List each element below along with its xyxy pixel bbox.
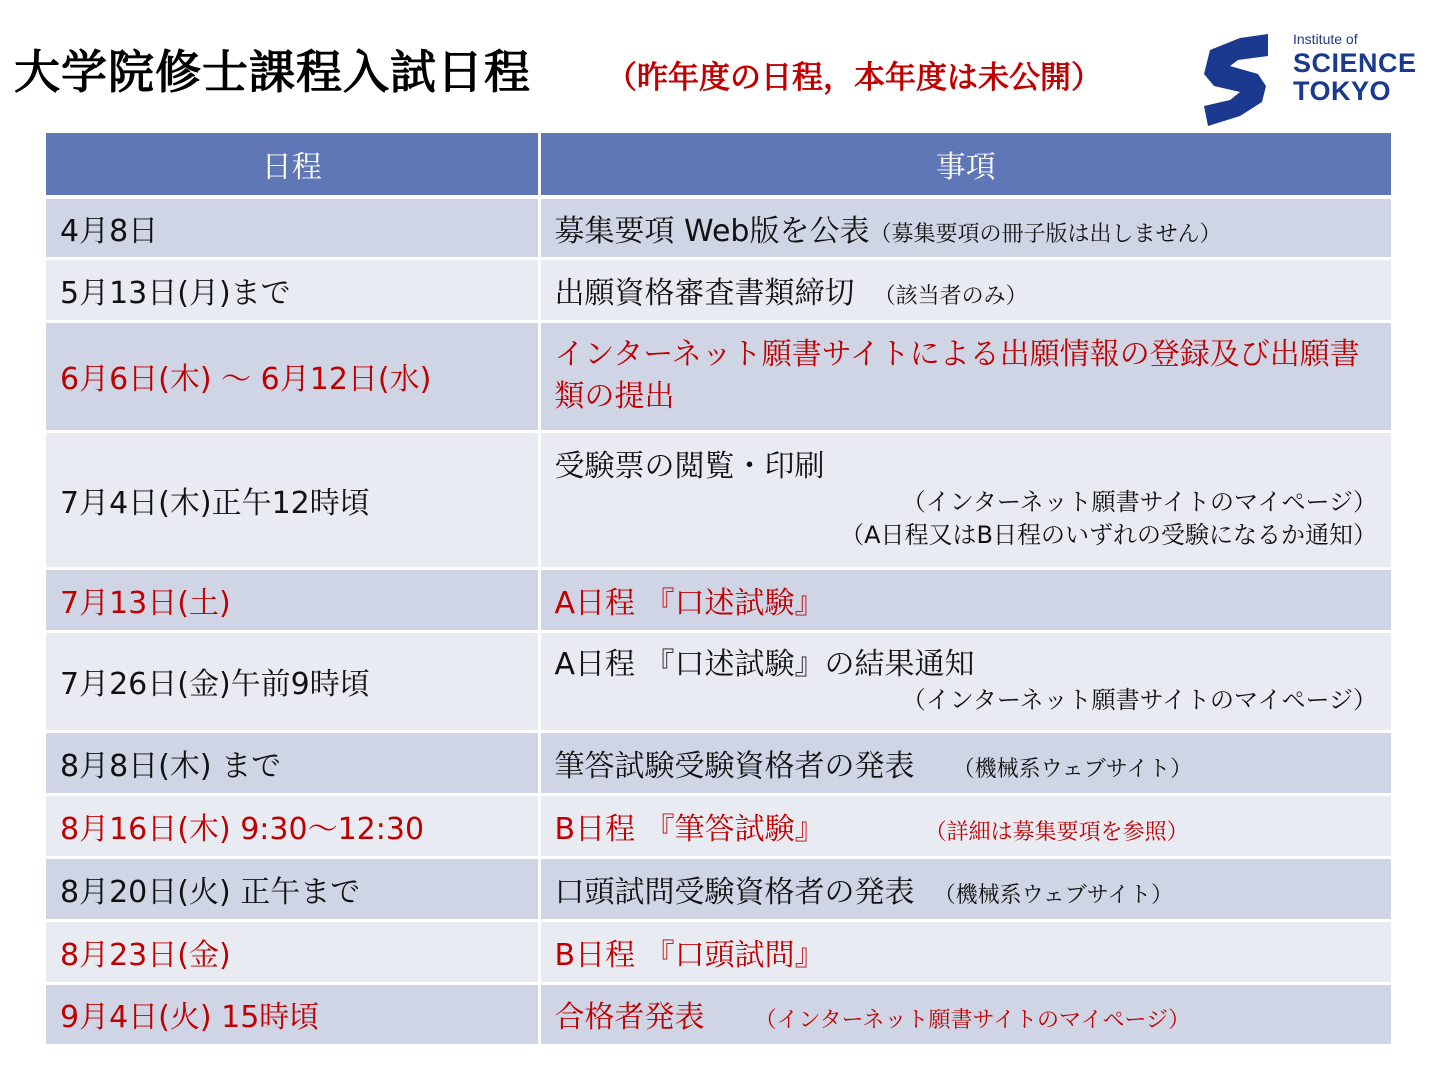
- table-row: [46, 631, 1391, 731]
- table-row: [46, 983, 1391, 1045]
- event-text: 受験票の閲覧・印刷: [554, 448, 825, 484]
- event-note: （インターネット願書サイトのマイページ）: [901, 487, 1377, 516]
- event-note: （募集要項の冊子版は出しません）: [869, 221, 1222, 247]
- row-event: [539, 857, 1391, 920]
- event-note: （インターネット願書サイトのマイページ）: [901, 685, 1377, 714]
- event-text: A日程 『口述試験』の結果通知: [554, 646, 975, 682]
- row-event: [539, 731, 1391, 794]
- schedule-table: [46, 133, 1391, 1047]
- event-text: 筆答試験受験資格者の発表: [554, 748, 915, 784]
- row-event: A日程 『口述試験』: [539, 568, 1391, 631]
- table-row: [46, 794, 1391, 857]
- header-event: 事項: [539, 133, 1391, 197]
- event-note: （A日程又はB日程のいずれの受験になるか通知）: [840, 520, 1377, 549]
- event-text: 募集要項 Web版を公表: [554, 213, 870, 249]
- row-event: [539, 794, 1391, 857]
- row-date: 7月26日(金)午前9時頃: [46, 631, 539, 731]
- table-row: [46, 568, 1391, 631]
- table-row: [46, 920, 1391, 983]
- table-row: [46, 431, 1391, 568]
- table-row: [46, 731, 1391, 794]
- row-event: [539, 431, 1391, 568]
- row-event: B日程 『口頭試問』: [539, 920, 1391, 983]
- row-event: [539, 258, 1391, 321]
- page-title: 大学院修士課程入試日程: [14, 45, 531, 99]
- row-event: インターネット願書サイトによる出願情報の登録及び出願書類の提出: [539, 321, 1391, 431]
- row-date: 8月16日(木) 9:30～12:30: [46, 794, 539, 857]
- event-text: 出願資格審査書類締切: [554, 275, 855, 311]
- row-event: [539, 197, 1391, 258]
- header-date: 日程: [46, 133, 539, 197]
- event-text: B日程 『筆答試験』: [554, 811, 825, 847]
- row-date: 8月8日(木) まで: [46, 731, 539, 794]
- row-date: 8月20日(火) 正午まで: [46, 857, 539, 920]
- row-date: 9月4日(火) 15時頃: [46, 983, 539, 1045]
- table-row: [46, 857, 1391, 920]
- table-header-row: [46, 133, 1391, 197]
- row-date: 7月13日(土): [46, 568, 539, 631]
- row-date: 8月23日(金): [46, 920, 539, 983]
- event-text: 口頭試問受験資格者の発表: [554, 874, 915, 910]
- logo-text: [1293, 32, 1417, 105]
- logo-line1: Institute of: [1293, 31, 1358, 47]
- event-note: （該当者のみ）: [873, 283, 1028, 309]
- table-row: [46, 258, 1391, 321]
- row-date: 6月6日(木) ～ 6月12日(水): [46, 321, 539, 431]
- event-note: （詳細は募集要項を参照）: [924, 819, 1189, 845]
- row-event: [539, 983, 1391, 1045]
- page-subtitle: （昨年度の日程，本年度は未公開）: [606, 60, 1102, 96]
- event-note: （インターネット願書サイトのマイページ）: [754, 1008, 1191, 1033]
- logo-line3: TOKYO: [1293, 76, 1392, 106]
- row-event: [539, 631, 1391, 731]
- table-row: [46, 321, 1391, 431]
- event-note: （機械系ウェブサイト）: [933, 882, 1174, 908]
- table-row: [46, 197, 1391, 258]
- event-text: 合格者発表: [554, 1000, 705, 1035]
- row-date: 5月13日(月)まで: [46, 258, 539, 321]
- logo-line2: SCIENCE: [1293, 48, 1417, 78]
- row-date: 4月8日: [46, 197, 539, 258]
- row-date: 7月4日(木)正午12時頃: [46, 431, 539, 568]
- event-note: （機械系ウェブサイト）: [952, 756, 1193, 782]
